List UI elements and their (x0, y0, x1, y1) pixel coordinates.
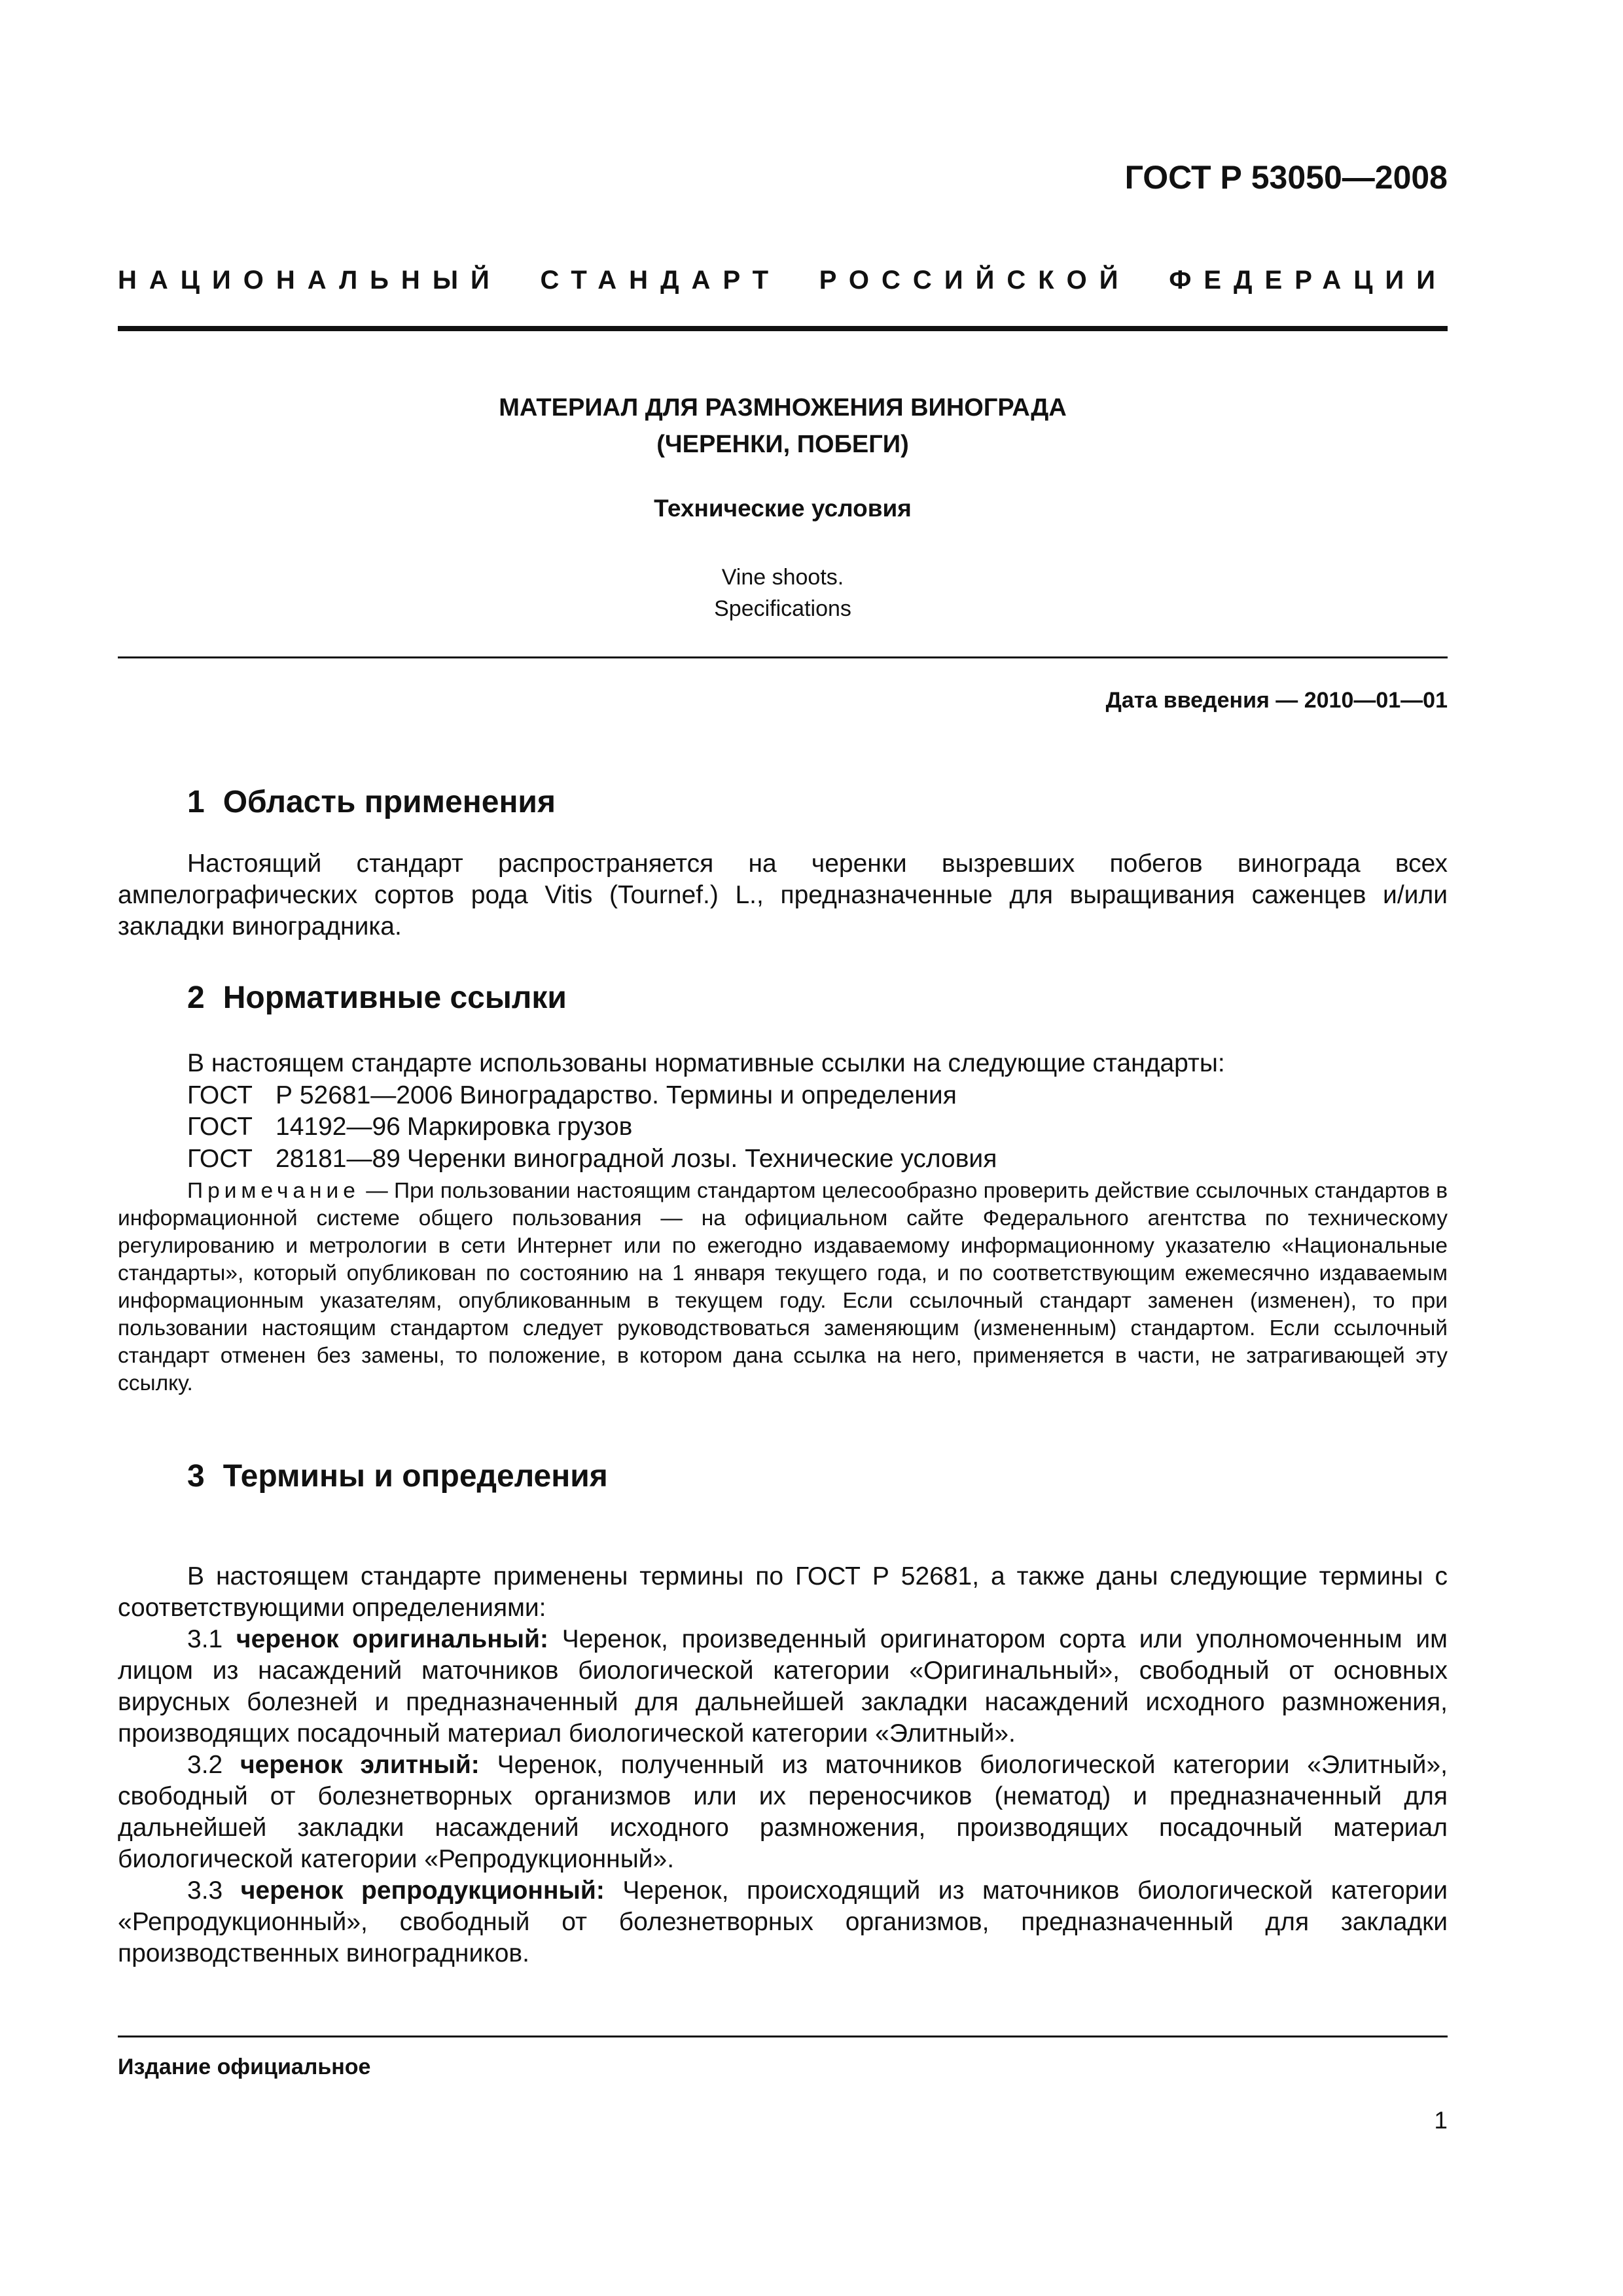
section-heading (187, 784, 556, 820)
section-number: 1 (187, 785, 205, 819)
reference-id: 28181—89 (276, 1144, 401, 1173)
term-definition: Черенок, происходящий из маточников биологической категории «Репродукционный», свободный от болезнетворных организмов, предназначенный для закладки производственных виноградников. (118, 1876, 1448, 1967)
reference-item (118, 1111, 1448, 1143)
document-title (118, 389, 1448, 463)
title-divider (118, 656, 1448, 658)
section-number: 2 (187, 980, 205, 1015)
term-name: черенок элитный: (240, 1751, 480, 1779)
title-line: (ЧЕРЕНКИ, ПОБЕГИ) (656, 431, 909, 458)
terms-block (118, 1561, 1448, 1969)
section-title: Нормативные ссылки (223, 980, 567, 1015)
reference-id: Р 52681—2006 (276, 1081, 454, 1109)
reference-title: Виноградарство. Термины и определения (459, 1081, 957, 1109)
term-name: черенок оригинальный: (236, 1625, 549, 1653)
note-label: Примечание (187, 1179, 360, 1203)
reference-note (118, 1177, 1448, 1397)
national-standard-banner (118, 266, 1448, 295)
reference-item (118, 1080, 1448, 1112)
section-paragraph: Настоящий стандарт распространяется на черенки вызревших побегов винограда всех ампелографических сортов рода Vitis (Tournef.) L., предназначенные для выращивания саженцев и/или закладки виноградника. (118, 850, 1448, 941)
english-title-line: Specifications (714, 596, 851, 621)
introduction-date: Дата введения — 2010—01—01 (1105, 688, 1448, 713)
banner-word: ФЕДЕРАЦИИ (1169, 266, 1448, 295)
header-divider (118, 326, 1448, 331)
footer-divider (118, 2036, 1448, 2037)
english-title (118, 562, 1448, 624)
references-list (118, 1048, 1448, 1175)
reference-code: ГОСТ (187, 1144, 253, 1173)
banner-word: СТАНДАРТ (540, 266, 781, 295)
section-title: Термины и определения (223, 1459, 608, 1494)
english-title-line: Vine shoots. (721, 565, 844, 590)
standard-number: ГОСТ Р 53050—2008 (1124, 159, 1448, 196)
reference-item (118, 1143, 1448, 1175)
term-number: 3.2 (187, 1751, 223, 1779)
terms-intro: В настоящем стандарте применены термины по ГОСТ Р 52681, а также даны следующие термины с соответствующими определениями: (118, 1562, 1448, 1622)
reference-code: ГОСТ (187, 1081, 253, 1109)
term-number: 3.3 (187, 1876, 223, 1905)
term-entry (118, 1875, 1448, 1969)
edition-label: Издание официальное (118, 2054, 371, 2079)
term-number: 3.1 (187, 1625, 223, 1653)
term-entry (118, 1749, 1448, 1875)
banner-word: РОССИЙСКОЙ (819, 266, 1131, 295)
banner-word: НАЦИОНАЛЬНЫЙ (118, 266, 502, 295)
reference-id: 14192—96 (276, 1113, 401, 1141)
references-intro: В настоящем стандарте использованы нормативные ссылки на следующие стандарты: (187, 1049, 1225, 1077)
term-name: черенок репродукционный: (240, 1876, 605, 1905)
term-definition: Черенок, произведенный оригинатором сорта или уполномоченным им лицом из насаждений маточников биологической категории «Оригинальный», свободный от основных вирусных болезней и предназначенный для дальнейшей закладки насаждений исходного размножения, производящих посадочный материал биологической категории «Элитный». (118, 1625, 1448, 1748)
reference-code: ГОСТ (187, 1113, 253, 1141)
section-title: Область применения (223, 785, 556, 819)
section-number: 3 (187, 1459, 205, 1494)
note-text: — При пользовании настоящим стандартом целесообразно проверить действие ссылочных стандартов в информационной системе общего пользования — на официальном сайте Федерального агентства по техническому регулированию и метрологии в сети Интернет или по ежегодно издаваемому информационному указателю «Национальные стандарты», который опубликован по состоянию на 1 января текущего года, и по соответствующим ежемесячно издаваемым информационным указателям, опубликованным в текущем году. Если ссылочный стандарт заменен (изменен), то при пользовании настоящим стандартом следует руководствоваться заменяющим (измененным) стандартом. Если ссылочный стандарт отменен без замены, то положение, в котором дана ссылка на него, применяется в части, не затрагивающей эту ссылку. (118, 1179, 1448, 1395)
section-heading (187, 1458, 608, 1494)
page-number: 1 (1434, 2107, 1448, 2134)
reference-title: Черенки виноградной лозы. Технические условия (406, 1144, 997, 1173)
document-subtitle: Технические условия (654, 495, 912, 522)
section-heading (187, 980, 567, 1016)
term-entry (118, 1624, 1448, 1749)
term-definition: Черенок, полученный из маточников биологической категории «Элитный», свободный от болезнетворных организмов или их переносчиков (нематод) и предназначенный для дальнейшей закладки насаждений исходного размножения, производящих посадочный материал биологической категории «Репродукционный». (118, 1751, 1448, 1873)
title-line: МАТЕРИАЛ ДЛЯ РАЗМНОЖЕНИЯ ВИНОГРАДА (499, 394, 1067, 422)
reference-title: Маркировка грузов (406, 1113, 633, 1141)
